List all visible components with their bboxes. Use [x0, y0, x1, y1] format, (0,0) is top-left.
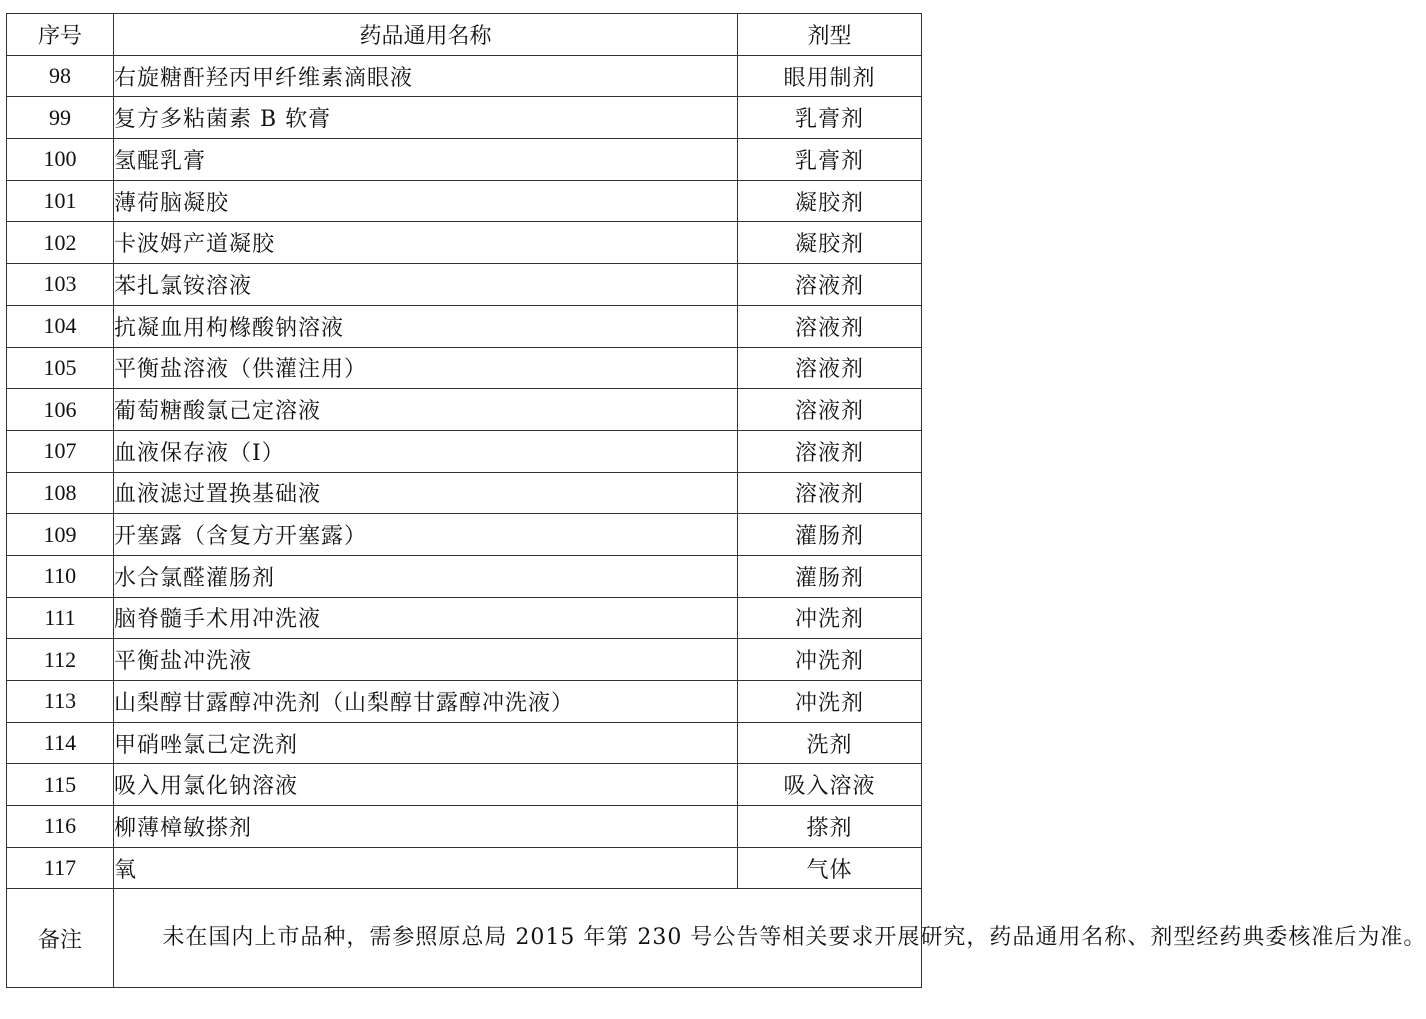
- dosage-form-cell: 洗剂: [738, 722, 922, 764]
- header-serial-number: 序号: [7, 14, 114, 56]
- dosage-form-cell: 灌肠剂: [738, 555, 922, 597]
- table-row: [7, 55, 922, 97]
- remark-label: 备注: [7, 889, 114, 988]
- drug-name-cell: 薄荷脑凝胶: [114, 180, 738, 222]
- drug-name-cell: 平衡盐溶液（供灌注用）: [114, 347, 738, 389]
- dosage-form-cell: 气体: [738, 847, 922, 889]
- serial-number-cell: 99: [7, 97, 114, 139]
- drug-name-cell: 抗凝血用枸橼酸钠溶液: [114, 305, 738, 347]
- table-row: [7, 97, 922, 139]
- drug-name-table: [6, 13, 1426, 988]
- drug-name-cell: 葡萄糖酸氯己定溶液: [114, 389, 738, 431]
- dosage-form-cell: 吸入溶液: [738, 764, 922, 806]
- table-row: [7, 305, 922, 347]
- serial-number-cell: 117: [7, 847, 114, 889]
- drug-name-cell: 山梨醇甘露醇冲洗剂（山梨醇甘露醇冲洗液）: [114, 681, 738, 723]
- serial-number-cell: 109: [7, 514, 114, 556]
- table-row: [7, 472, 922, 514]
- drug-name-cell: 血液滤过置换基础液: [114, 472, 738, 514]
- dosage-form-cell: 溶液剂: [738, 264, 922, 306]
- serial-number-cell: 101: [7, 180, 114, 222]
- dosage-form-cell: 冲洗剂: [738, 681, 922, 723]
- dosage-form-cell: 凝胶剂: [738, 222, 922, 264]
- serial-number-cell: 110: [7, 555, 114, 597]
- serial-number-cell: 102: [7, 222, 114, 264]
- drug-name-cell: 脑脊髓手术用冲洗液: [114, 597, 738, 639]
- serial-number-cell: 115: [7, 764, 114, 806]
- table-header-row: [7, 14, 922, 56]
- table-row: [7, 681, 922, 723]
- remark-row: [7, 889, 922, 988]
- serial-number-cell: 105: [7, 347, 114, 389]
- drug-name-cell: 平衡盐冲洗液: [114, 639, 738, 681]
- dosage-form-cell: 溶液剂: [738, 430, 922, 472]
- dosage-form-cell: 乳膏剂: [738, 97, 922, 139]
- table-row: [7, 597, 922, 639]
- serial-number-cell: 100: [7, 139, 114, 181]
- dosage-form-cell: 溶液剂: [738, 347, 922, 389]
- header-drug-name: 药品通用名称: [114, 14, 738, 56]
- document-page: [6, 13, 1426, 988]
- drug-name-cell: 复方多粘菌素 B 软膏: [114, 97, 738, 139]
- table-row: [7, 514, 922, 556]
- header-dosage-form: 剂型: [738, 14, 922, 56]
- drug-name-cell: 苯扎氯铵溶液: [114, 264, 738, 306]
- serial-number-cell: 114: [7, 722, 114, 764]
- table-row: [7, 222, 922, 264]
- table-row: [7, 722, 922, 764]
- dosage-form-cell: 搽剂: [738, 806, 922, 848]
- table-row: [7, 347, 922, 389]
- serial-number-cell: 108: [7, 472, 114, 514]
- serial-number-cell: 112: [7, 639, 114, 681]
- drug-name-cell: 氧: [114, 847, 738, 889]
- table-row: [7, 264, 922, 306]
- drug-name-cell: 右旋糖酐羟丙甲纤维素滴眼液: [114, 55, 738, 97]
- serial-number-cell: 113: [7, 681, 114, 723]
- drug-name-cell: 柳薄樟敏搽剂: [114, 806, 738, 848]
- serial-number-cell: 116: [7, 806, 114, 848]
- serial-number-cell: 98: [7, 55, 114, 97]
- drug-name-cell: 卡波姆产道凝胶: [114, 222, 738, 264]
- drug-name-cell: 氢醌乳膏: [114, 139, 738, 181]
- dosage-form-cell: 冲洗剂: [738, 639, 922, 681]
- table-row: [7, 639, 922, 681]
- serial-number-cell: 106: [7, 389, 114, 431]
- table-row: [7, 806, 922, 848]
- dosage-form-cell: 眼用制剂: [738, 55, 922, 97]
- drug-name-cell: 吸入用氯化钠溶液: [114, 764, 738, 806]
- table-row: [7, 180, 922, 222]
- drug-name-cell: 水合氯醛灌肠剂: [114, 555, 738, 597]
- table-row: [7, 847, 922, 889]
- dosage-form-cell: 凝胶剂: [738, 180, 922, 222]
- serial-number-cell: 107: [7, 430, 114, 472]
- table-row: [7, 764, 922, 806]
- table-row: [7, 139, 922, 181]
- drug-name-cell: 开塞露（含复方开塞露）: [114, 514, 738, 556]
- drug-name-cell: 甲硝唑氯己定洗剂: [114, 722, 738, 764]
- dosage-form-cell: 溶液剂: [738, 472, 922, 514]
- remark-text: 未在国内上市品种，需参照原总局 2015 年第 230 号公告等相关要求开展研究，药品通用名称、剂型经药典委核准后为准。: [114, 889, 922, 988]
- serial-number-cell: 104: [7, 305, 114, 347]
- drug-name-cell: 血液保存液（I）: [114, 430, 738, 472]
- dosage-form-cell: 溶液剂: [738, 305, 922, 347]
- dosage-form-cell: 溶液剂: [738, 389, 922, 431]
- dosage-form-cell: 灌肠剂: [738, 514, 922, 556]
- serial-number-cell: 111: [7, 597, 114, 639]
- table-row: [7, 389, 922, 431]
- table-body: [7, 55, 1426, 988]
- table-row: [7, 555, 922, 597]
- dosage-form-cell: 冲洗剂: [738, 597, 922, 639]
- serial-number-cell: 103: [7, 264, 114, 306]
- dosage-form-cell: 乳膏剂: [738, 139, 922, 181]
- table-row: [7, 430, 922, 472]
